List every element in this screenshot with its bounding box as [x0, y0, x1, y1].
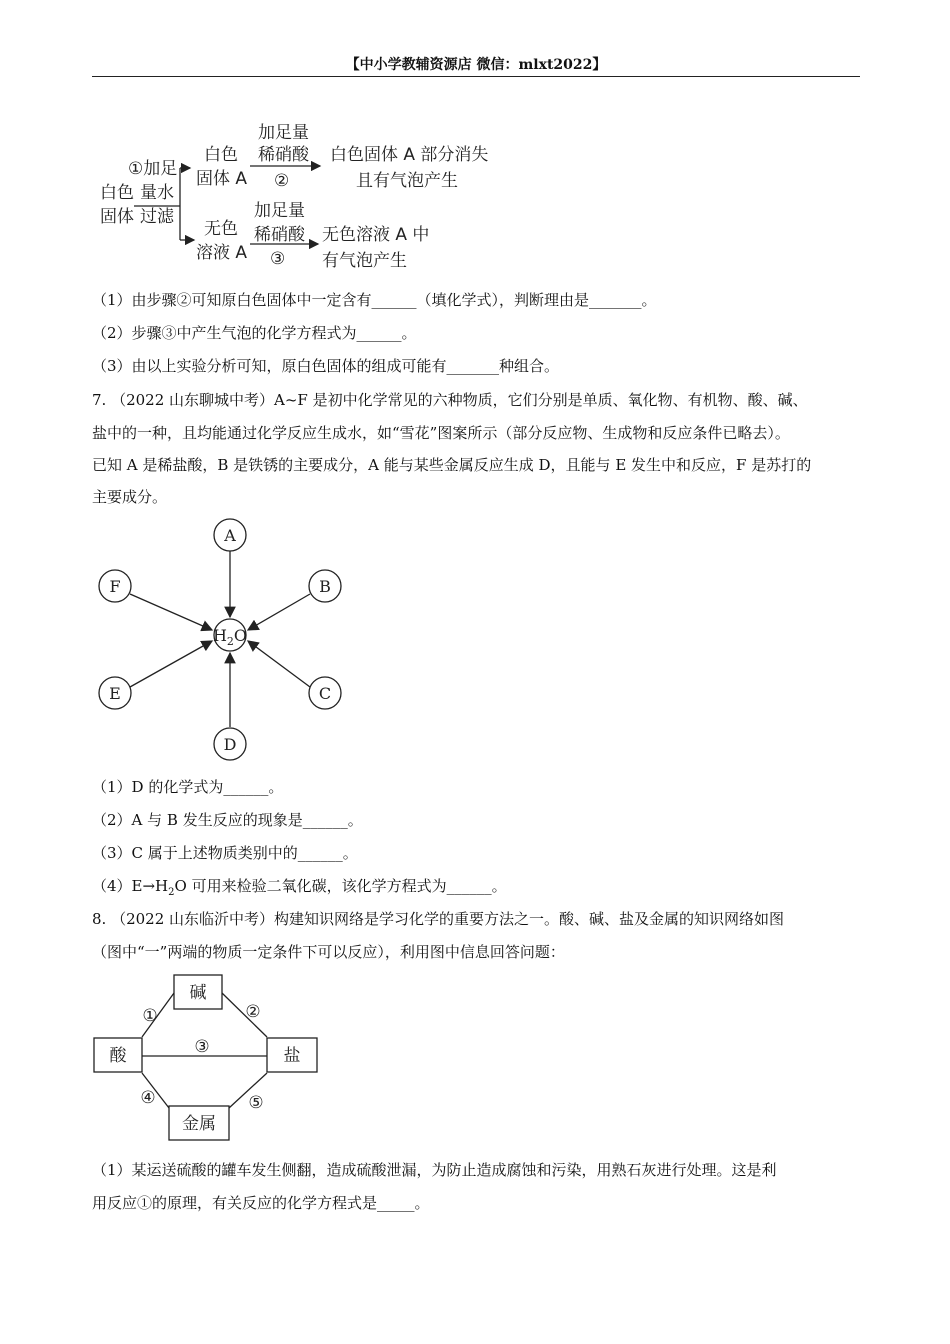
label-r5: ⑤: [248, 1093, 264, 1113]
node-c-label: C: [318, 684, 332, 703]
node-a-label: A: [224, 526, 236, 545]
q7-part1: （1）D 的化学式为______。: [92, 778, 284, 796]
flow-result-b-line1: 无色溶液 A 中: [322, 225, 430, 245]
flow-branch-a-line1: 白色: [204, 145, 238, 165]
q7-stem-line4: 主要成分。: [92, 488, 168, 506]
node-b-label: B: [319, 577, 331, 596]
q7-stem-line2: 盐中的一种，且均能通过化学反应生成水，如“雪花”图案所示（部分反应物、生成物和反应条件已略去）。: [92, 424, 790, 442]
flow-step1-line1: ①加足: [128, 159, 178, 179]
node-water-label: $H_2O$: [212, 626, 248, 648]
flow-result-a-line2: 且有气泡产生: [356, 171, 458, 191]
label-r2: ②: [245, 1002, 261, 1022]
label-acid: 酸: [109, 1046, 127, 1066]
q7-part2: （2）A 与 B 发生反应的现象是______。: [92, 811, 363, 829]
flow-result-b-line2: 有气泡产生: [322, 251, 407, 271]
page-header: 【中小学教辅资源店 微信：mlxt2022】: [345, 57, 607, 73]
flow-start-line2: 固体: [100, 207, 134, 227]
flow-reagent-b-line1: 加足量: [254, 201, 305, 221]
label-base: 碱: [189, 983, 207, 1003]
label-r3: ③: [194, 1037, 210, 1057]
label-r1: ①: [142, 1006, 158, 1026]
label-r4: ④: [140, 1088, 156, 1108]
q8-part1-line2: 用反应①的原理，有关反应的化学方程式是_____。: [92, 1194, 430, 1212]
flow-reagent-a-line1: 加足量: [258, 123, 309, 143]
label-salt: 盐: [283, 1046, 301, 1066]
q7-stem-line3: 已知 A 是稀盐酸，B 是铁锈的主要成分，A 能与某些金属反应生成 D，且能与 E 发生中和反应，F 是苏打的: [92, 456, 812, 474]
label-metal: 金属: [182, 1114, 216, 1134]
flow-reagent-a-step: ②: [274, 171, 290, 191]
q6-part3: （3）由以上实验分析可知，原白色固体的组成可能有_______种组合。: [92, 357, 560, 375]
q7-part3: （3）C 属于上述物质类别中的______。: [92, 844, 358, 862]
flow-reagent-b-line2: 稀硝酸: [254, 225, 305, 245]
flow-start-line1: 白色: [100, 183, 134, 203]
flow-result-a-line1: 白色固体 A 部分消失: [330, 145, 489, 165]
flow-branch-a-line2: 固体 A: [196, 169, 248, 189]
flow-reagent-a-line2: 稀硝酸: [258, 145, 309, 165]
q8-stem-line1: 8. （2022 山东临沂中考）构建知识网络是学习化学的重要方法之一。酸、碱、盐及金属的知识网络如图: [92, 910, 785, 928]
node-d-label: D: [223, 735, 237, 754]
node-f-label: F: [109, 577, 121, 596]
flow-step1-line3: 过滤: [140, 207, 174, 227]
flow-step1-line2: 量水: [140, 183, 174, 203]
q8-part1-line1: （1）某运送硫酸的罐车发生侧翻，造成硫酸泄漏，为防止造成腐蚀和污染，用熟石灰进行处理。这是利: [92, 1161, 777, 1179]
q6-part1: （1）由步骤②可知原白色固体中一定含有______（填化学式），判断理由是_______。: [92, 291, 657, 309]
q7-part4: $(4)E\to H_2O$ 可用来检验二氧化碳，该化学方程式为______。: [92, 877, 507, 898]
flow-branch-b-line2: 溶液 A: [196, 243, 248, 263]
flow-reagent-b-step: ③: [270, 249, 286, 269]
q8-stem-line2: （图中“一”两端的物质一定条件下可以反应），利用图中信息回答问题：: [92, 943, 565, 961]
flow-branch-b-line1: 无色: [204, 219, 238, 239]
node-e-label: E: [109, 684, 121, 703]
q7-stem-line1: 7. （2022 山东聊城中考）A~F 是初中化学常见的六种物质，它们分别是单质、氧化物、有机物、酸、碱、: [92, 391, 808, 409]
q6-part2: （2）步骤③中产生气泡的化学方程式为______。: [92, 324, 417, 342]
